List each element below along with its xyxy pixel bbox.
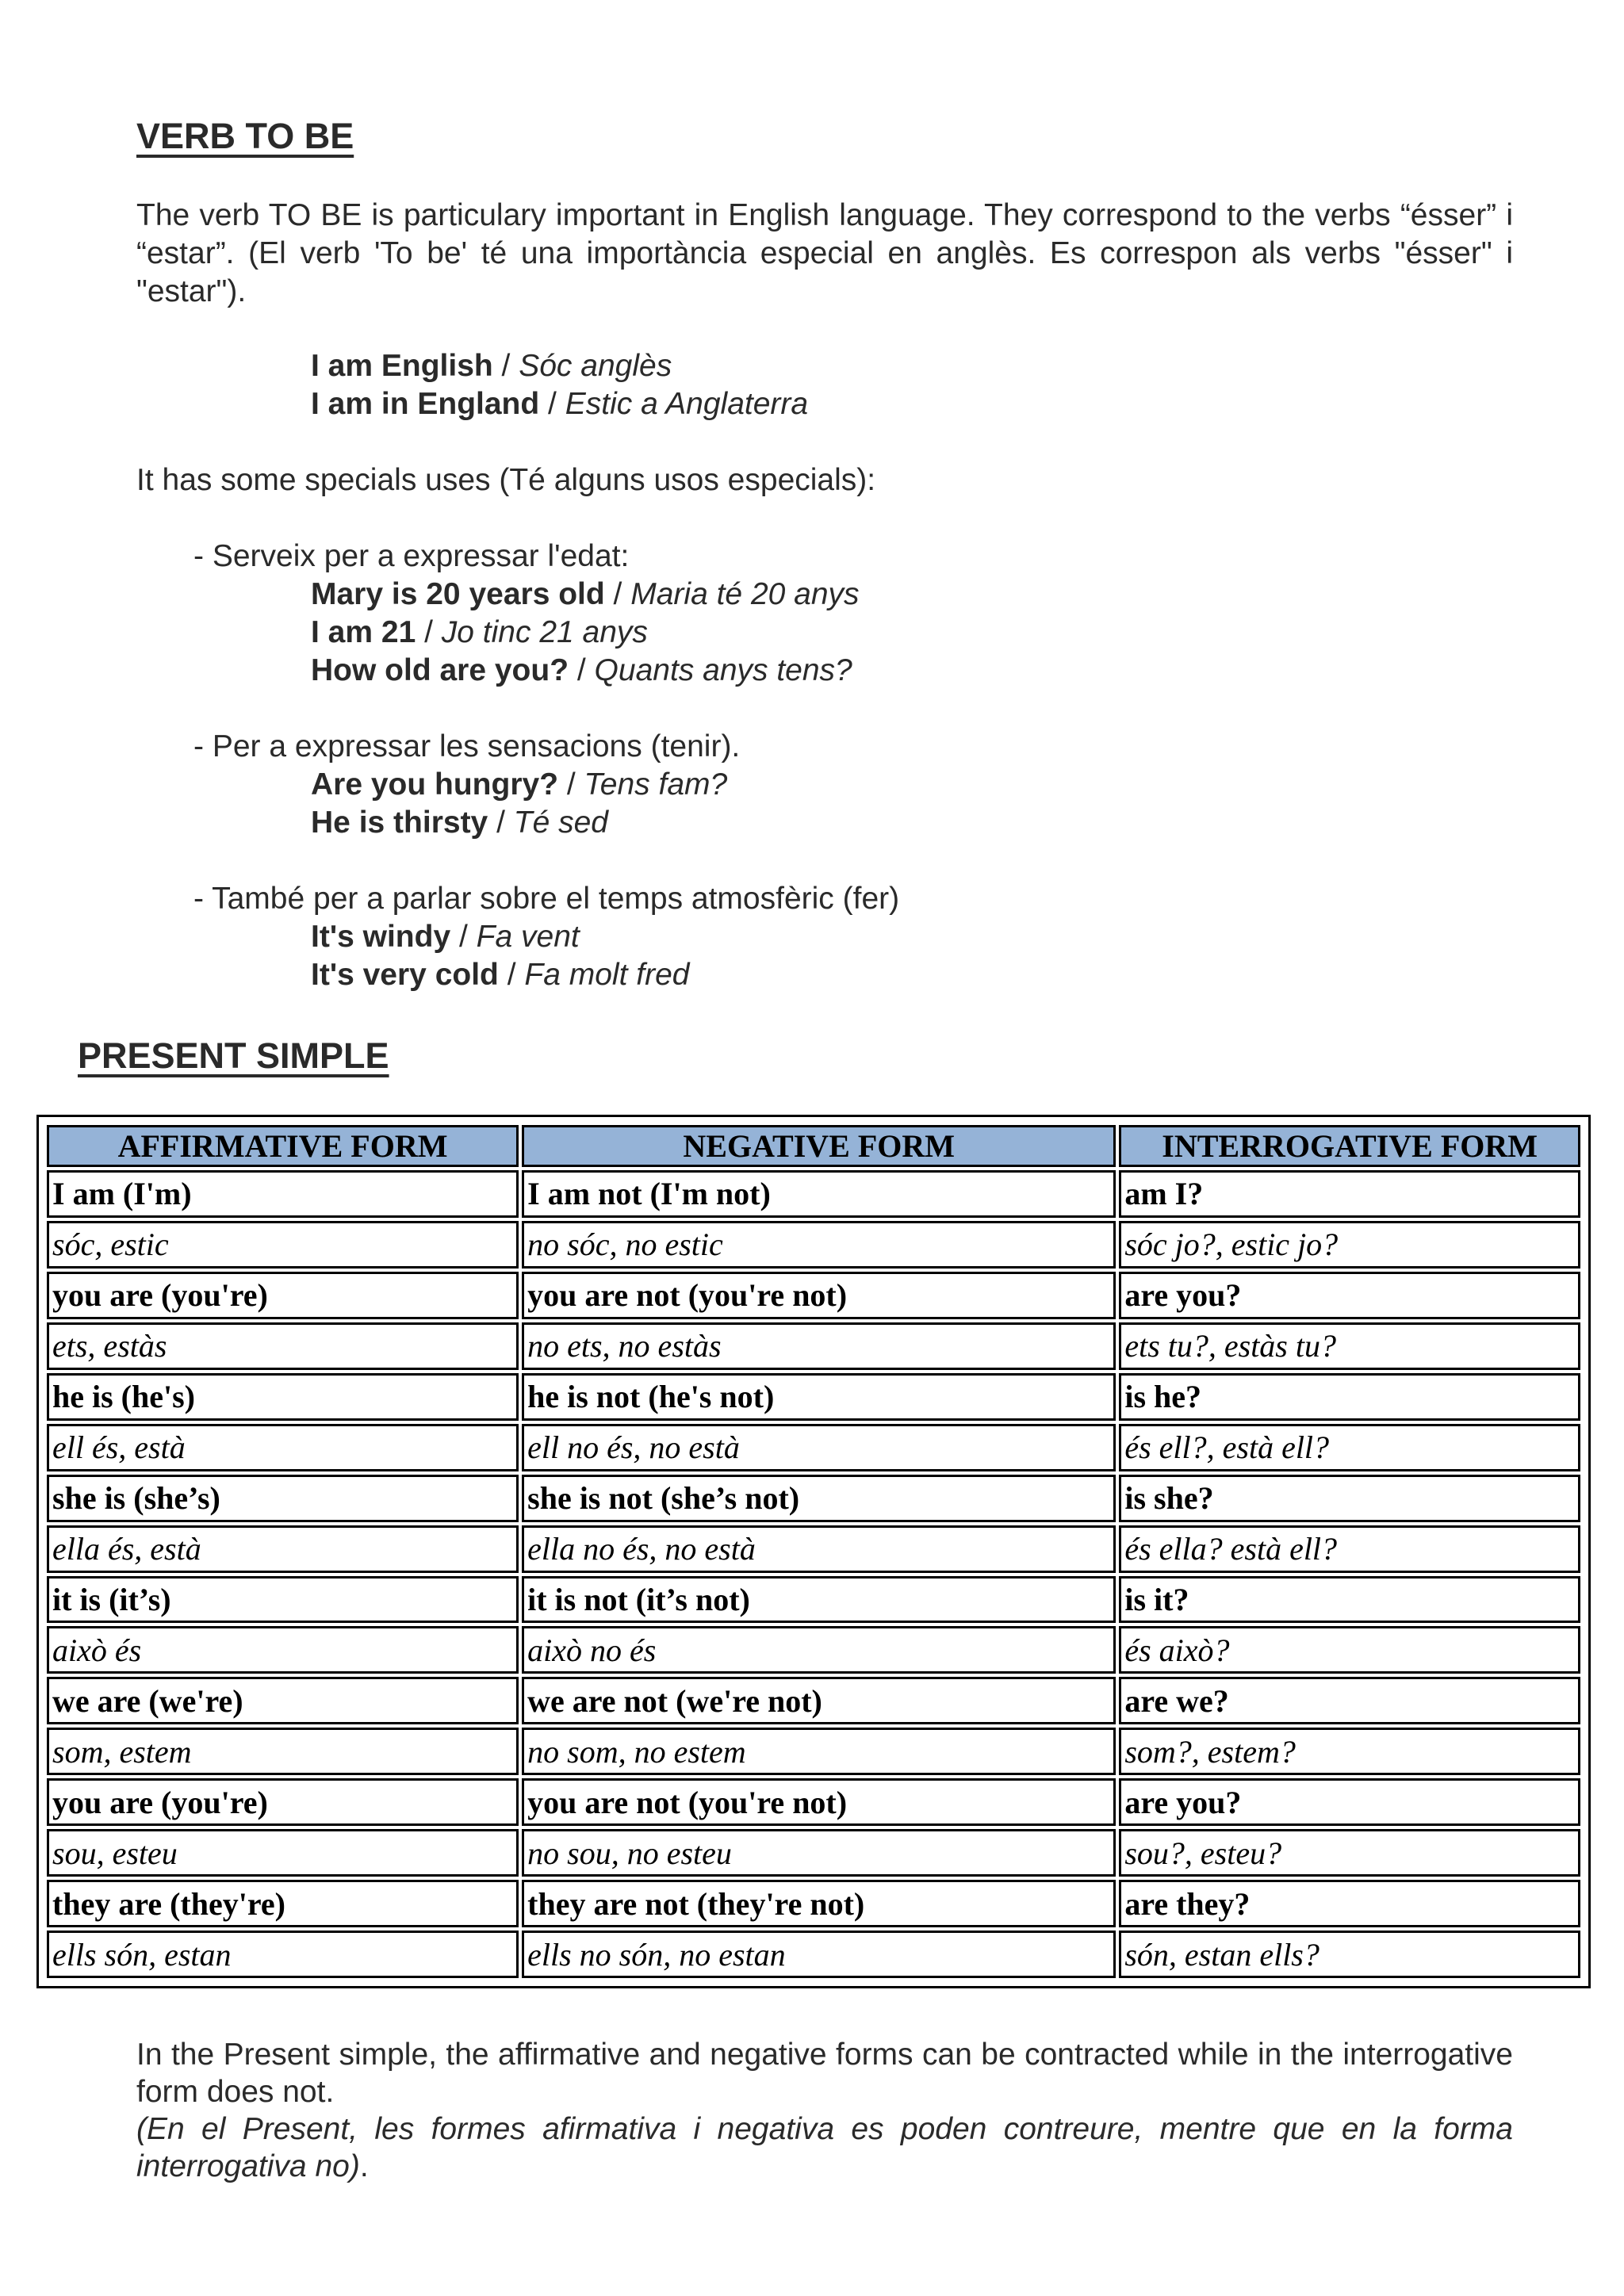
interrogative-cell: sou?, esteu?: [1119, 1829, 1580, 1877]
affirmative-cell: they are (they're): [47, 1880, 519, 1927]
intro-paragraph: The verb TO BE is particulary important in English language. They correspond to the verbs “ésser” i “estar”. (El verb 'To be' té una importància especial en anglès. Es correspon als verbs "ésser" i "estar").: [136, 198, 1513, 308]
negative-cell: ells no són, no estan: [522, 1931, 1116, 1978]
example-catalan: Jo tinc 21 anys: [441, 615, 648, 649]
table-row: [47, 1525, 1580, 1573]
example-english: How old are you?: [311, 653, 569, 687]
table-row: [47, 1829, 1580, 1877]
affirmative-cell: I am (I'm): [47, 1170, 519, 1218]
example-english: Mary is 20 years old: [311, 577, 605, 611]
separator: /: [558, 767, 584, 802]
interrogative-cell: ets tu?, estàs tu?: [1119, 1322, 1580, 1370]
interrogative-cell: are we?: [1119, 1677, 1580, 1724]
negative-cell: we are not (we're not): [522, 1677, 1116, 1724]
affirmative-cell: you are (you're): [47, 1272, 519, 1319]
table-row: [47, 1170, 1580, 1218]
interrogative-cell: són, estan ells?: [1119, 1931, 1580, 1978]
negative-cell: you are not (you're not): [522, 1778, 1116, 1826]
interrogative-cell: are you?: [1119, 1778, 1580, 1826]
table-row: [47, 1373, 1580, 1421]
separator: /: [604, 577, 631, 611]
table-row: [47, 1322, 1580, 1370]
separator: /: [450, 920, 477, 954]
example-english: Are you hungry?: [311, 767, 559, 802]
use-label: - Per a expressar les sensacions (tenir).: [193, 729, 741, 763]
example-english: It's windy: [311, 920, 451, 954]
example-catalan: Quants anys tens?: [594, 653, 852, 687]
header-negative: NEGATIVE FORM: [522, 1125, 1116, 1167]
example-line: [311, 614, 648, 652]
negative-cell: it is not (it’s not): [522, 1576, 1116, 1624]
example-line: [311, 385, 808, 423]
affirmative-cell: som, estem: [47, 1728, 519, 1775]
example-line: [311, 652, 852, 690]
affirmative-cell: ells són, estan: [47, 1931, 519, 1978]
example-line: [311, 804, 608, 842]
table-header-row: [47, 1125, 1580, 1167]
interrogative-cell: is she?: [1119, 1475, 1580, 1522]
separator: /: [492, 349, 519, 383]
affirmative-cell: you are (you're): [47, 1778, 519, 1826]
table-row: [47, 1424, 1580, 1471]
table-row: [47, 1778, 1580, 1826]
example-english: He is thirsty: [311, 806, 488, 840]
affirmative-cell: she is (she’s): [47, 1475, 519, 1522]
footer-note: [136, 2036, 1513, 2185]
table-row: [47, 1931, 1580, 1978]
affirmative-cell: it is (it’s): [47, 1576, 519, 1624]
table-row: [47, 1272, 1580, 1319]
example-line: [311, 956, 689, 994]
example-english: I am in England: [311, 387, 540, 421]
negative-cell: no ets, no estàs: [522, 1322, 1116, 1370]
example-english: It's very cold: [311, 958, 499, 992]
example-catalan: Té sed: [513, 806, 608, 840]
note-catalan: (En el Present, les formes afirmativa i negativa es poden contreure, mentre que en la forma interrogativa no): [136, 2112, 1513, 2183]
interrogative-cell: som?, estem?: [1119, 1728, 1580, 1775]
table-row: [47, 1677, 1580, 1724]
table-row: [47, 1880, 1580, 1927]
interrogative-cell: és això?: [1119, 1626, 1580, 1674]
example-line: [311, 576, 860, 614]
separator: /: [416, 615, 442, 649]
negative-cell: no sóc, no estic: [522, 1221, 1116, 1269]
note-end: .: [359, 2149, 369, 2183]
separator: /: [569, 653, 595, 687]
interrogative-cell: és ell?, està ell?: [1119, 1424, 1580, 1471]
example-catalan: Maria té 20 anys: [630, 577, 860, 611]
example-catalan: Sóc anglès: [519, 349, 672, 383]
negative-cell: I am not (I'm not): [522, 1170, 1116, 1218]
example-catalan: Tens fam?: [584, 767, 728, 802]
negative-cell: no sou, no esteu: [522, 1829, 1116, 1877]
table-row: [47, 1576, 1580, 1624]
affirmative-cell: he is (he's): [47, 1373, 519, 1421]
negative-cell: no som, no estem: [522, 1728, 1116, 1775]
separator: /: [488, 806, 514, 840]
interrogative-cell: sóc jo?, estic jo?: [1119, 1221, 1580, 1269]
negative-cell: they are not (they're not): [522, 1880, 1116, 1927]
negative-cell: això no és: [522, 1626, 1116, 1674]
example-line: [311, 766, 727, 804]
negative-cell: he is not (he's not): [522, 1373, 1116, 1421]
interrogative-cell: és ella? està ell?: [1119, 1525, 1580, 1573]
note-english: In the Present simple, the affirmative and negative forms can be contracted while in the interrogative form does not.: [136, 2038, 1513, 2109]
example-catalan: Estic a Anglaterra: [565, 387, 809, 421]
interrogative-cell: are you?: [1119, 1272, 1580, 1319]
interrogative-cell: are they?: [1119, 1880, 1580, 1927]
affirmative-cell: ets, estàs: [47, 1322, 519, 1370]
example-line: [311, 347, 672, 385]
uses-intro: It has some specials uses (Té alguns usos especials):: [136, 463, 876, 497]
interrogative-cell: is he?: [1119, 1373, 1580, 1421]
page-title: VERB TO BE: [136, 116, 354, 156]
example-line: [311, 918, 580, 956]
example-catalan: Fa molt fred: [524, 958, 690, 992]
affirmative-cell: sóc, estic: [47, 1221, 519, 1269]
negative-cell: ell no és, no està: [522, 1424, 1116, 1471]
example-catalan: Fa vent: [476, 920, 580, 954]
use-label: - Serveix per a expressar l'edat:: [193, 539, 630, 573]
table-row: [47, 1221, 1580, 1269]
affirmative-cell: ella és, està: [47, 1525, 519, 1573]
use-label: - També per a parlar sobre el temps atmosfèric (fer): [193, 882, 900, 916]
negative-cell: you are not (you're not): [522, 1272, 1116, 1319]
interrogative-cell: is it?: [1119, 1576, 1580, 1624]
affirmative-cell: ell és, està: [47, 1424, 519, 1471]
affirmative-cell: això és: [47, 1626, 519, 1674]
section-title: PRESENT SIMPLE: [78, 1035, 389, 1076]
separator: /: [498, 958, 525, 992]
negative-cell: ella no és, no està: [522, 1525, 1116, 1573]
negative-cell: she is not (she’s not): [522, 1475, 1116, 1522]
table-row: [47, 1475, 1580, 1522]
affirmative-cell: sou, esteu: [47, 1829, 519, 1877]
affirmative-cell: we are (we're): [47, 1677, 519, 1724]
example-english: I am English: [311, 349, 493, 383]
example-english: I am 21: [311, 615, 416, 649]
header-interrogative: INTERROGATIVE FORM: [1119, 1125, 1580, 1167]
header-affirmative: AFFIRMATIVE FORM: [47, 1125, 519, 1167]
table-row: [47, 1626, 1580, 1674]
separator: /: [539, 387, 565, 421]
table-row: [47, 1728, 1580, 1775]
conjugation-table: [36, 1115, 1591, 1988]
interrogative-cell: am I?: [1119, 1170, 1580, 1218]
